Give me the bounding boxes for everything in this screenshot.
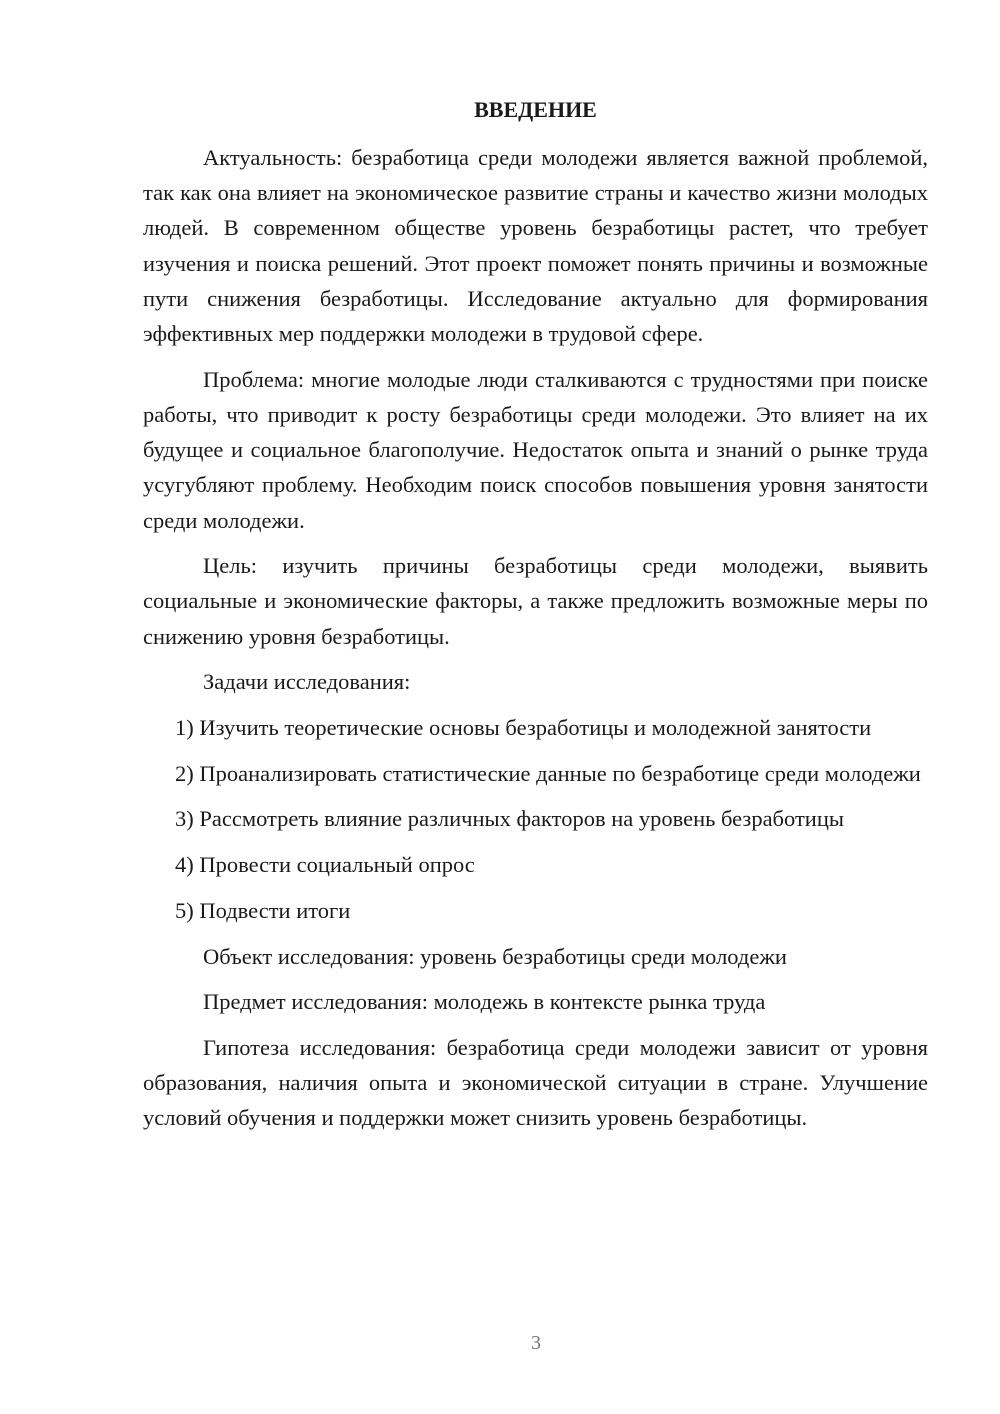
research-object: Объект исследования: уровень безработицы среди молодежи [203, 943, 787, 969]
problem-paragraph: Проблема: многие молодые люди сталкиваются с трудностями при поиске работы, что приводит к росту безработицы среди молодежи. Это влияет на их будущее и социальное благополучие. Недостаток опыта и знаний о рынке труда усугубляют проблему. Необходим поиск способов повышения уровня занятости среди молодежи. [143, 366, 928, 533]
research-hypothesis: Гипотеза исследования: безработица среди молодежи зависит от уровня образования, наличия опыта и экономической ситуации в стране. Улучшение условий обучения и поддержки может снизить уровень безработицы. [143, 1034, 928, 1131]
relevance-paragraph: Актуальность: безработица среди молодежи является важной проблемой, так как она влияет на экономическое развитие страны и качество жизни молодых людей. В современном обществе уровень безработицы растет, что требует изучения и поиска решений. Этот проект поможет понять причины и возможные пути снижения безработицы. Исследование актуально для формирования эффективных мер поддержки молодежи в трудовой сфере. [143, 145, 928, 347]
page-number: 3 [531, 1332, 541, 1354]
goal-paragraph: Цель: изучить причины безработицы среди молодежи, выявить социальные и экономические факторы, а также предложить возможные меры по снижению уровня безработицы. [143, 553, 928, 649]
document-page [143, 94, 928, 1146]
task-item: 5) Подвести итоги [175, 897, 351, 923]
research-subject: Предмет исследования: молодежь в контексте рынка труда [203, 989, 766, 1015]
task-item: 1) Изучить теоретические основы безработицы и молодежной занятости [175, 715, 872, 741]
section-title: ВВЕДЕНИЕ [474, 97, 597, 122]
task-item: 2) Проанализировать статистические данные по безработице среди молодежи [175, 760, 921, 786]
task-item: 4) Провести социальный опрос [175, 852, 475, 878]
tasks-heading: Задачи исследования: [203, 669, 411, 695]
task-item: 3) Рассмотреть влияние различных факторов на уровень безработицы [175, 806, 844, 832]
